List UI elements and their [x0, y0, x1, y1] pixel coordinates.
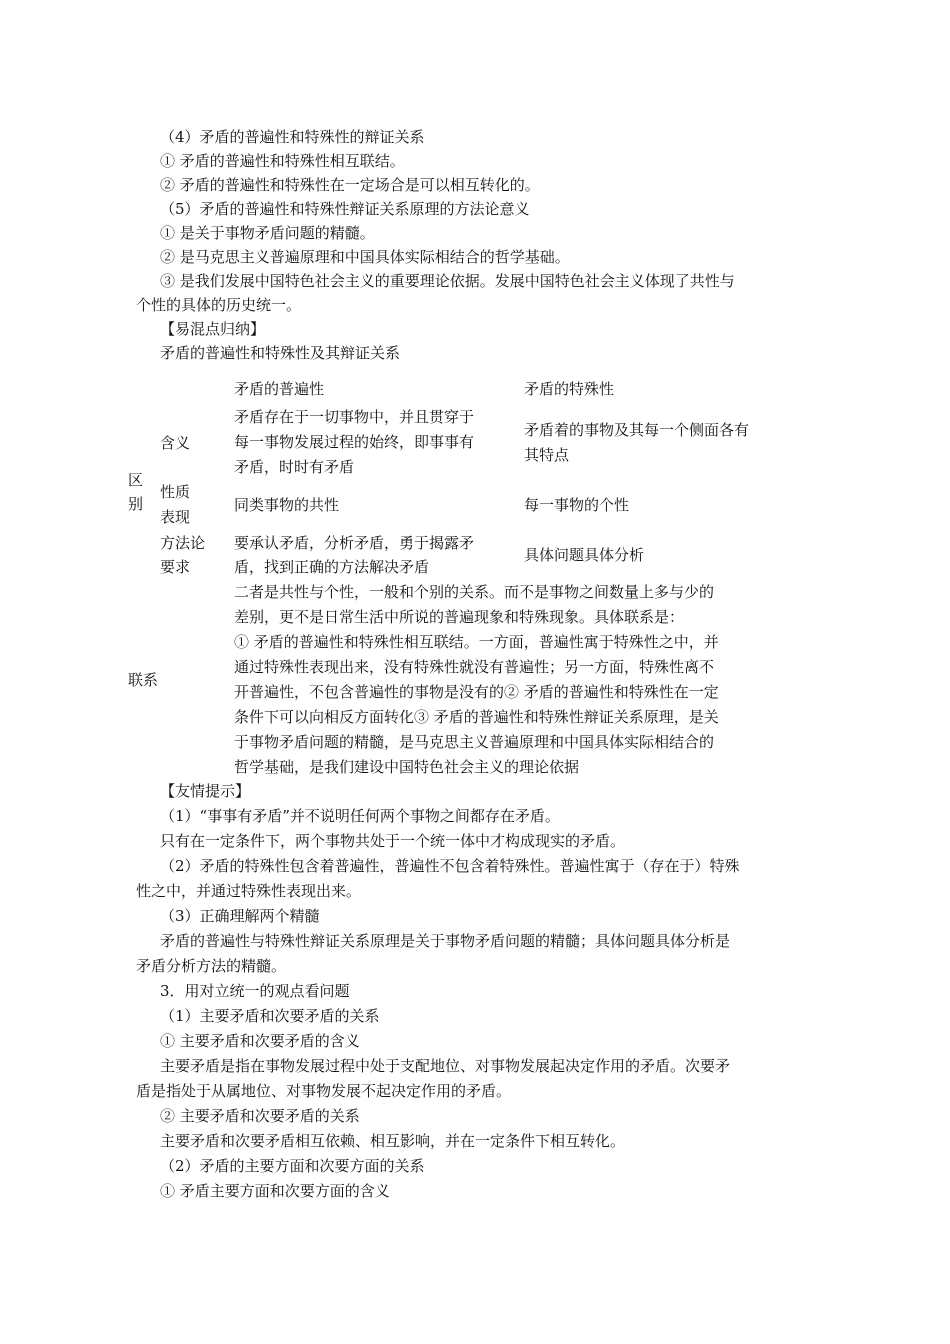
section-heading: 【友情提示】 [160, 782, 251, 800]
row-label: 表现 [160, 508, 191, 526]
connection-text: 差别，更不是日常生活中所说的普遍现象和特殊现象。具体联系是： [234, 608, 685, 626]
text-line: （5）矛盾的普遍性和特殊性辩证关系原理的方法论意义 [160, 200, 530, 218]
text-line: （1）“事事有矛盾”并不说明任何两个事物之间都存在矛盾。 [160, 807, 560, 825]
connection-text: 条件下可以向相反方面转化③ 矛盾的普遍性和特殊性辩证关系原理，是关 [234, 708, 719, 726]
text-line: （2）矛盾的特殊性包含着普遍性，普遍性不包含着特殊性。普遍性寓于（存在于）特殊 [160, 857, 740, 875]
table-caption: 矛盾的普遍性和特殊性及其辩证关系 [160, 344, 401, 362]
text-line: ② 主要矛盾和次要矛盾的关系 [160, 1107, 360, 1125]
text-line: ① 矛盾主要方面和次要方面的含义 [160, 1182, 390, 1200]
column-header-particular: 矛盾的特殊性 [524, 380, 615, 398]
table-cell: 每一事物的个性 [524, 496, 630, 514]
connection-text: 通过特殊性表现出来，没有特殊性就没有普遍性；另一方面，特殊性离不 [234, 658, 715, 676]
table-cell: 盾，找到正确的方法解决矛盾 [234, 558, 430, 576]
column-header-universal: 矛盾的普遍性 [234, 380, 325, 398]
table-cell: 每一事物发展过程的始终，即事事有 [234, 433, 475, 451]
text-line: ② 是马克思主义普遍原理和中国具体实际相结合的哲学基础。 [160, 248, 570, 266]
text-line: （3）正确理解两个精髓 [160, 907, 320, 925]
text-line: （2）矛盾的主要方面和次要方面的关系 [160, 1157, 425, 1175]
row-label: 方法论 [160, 534, 206, 552]
text-line: ③ 是我们发展中国特色社会主义的重要理论依据。发展中国特色社会主义体现了共性与 [160, 272, 735, 290]
text-line: ① 是关于事物矛盾问题的精髓。 [160, 224, 375, 242]
text-line: 个性的具体的历史统一。 [136, 296, 302, 314]
table-cell: 具体问题具体分析 [524, 546, 645, 564]
connection-text: ① 矛盾的普遍性和特殊性相互联结。一方面，普遍性寓于特殊性之中，并 [234, 633, 719, 651]
table-cell: 矛盾着的事物及其每一个侧面各有 [524, 421, 750, 439]
connection-text: 开普遍性，不包含普遍性的事物是没有的② 矛盾的普遍性和特殊性在一定 [234, 683, 719, 701]
text-line: 矛盾分析方法的精髓。 [136, 957, 287, 975]
text-line: ① 主要矛盾和次要矛盾的含义 [160, 1032, 360, 1050]
table-cell: 矛盾存在于一切事物中，并且贯穿于 [234, 408, 475, 426]
text-line: 性之中，并通过特殊性表现出来。 [136, 882, 362, 900]
text-line: 3．用对立统一的观点看问题 [160, 982, 350, 1000]
text-line: 主要矛盾是指在事物发展过程中处于支配地位、对事物发展起决定作用的矛盾。次要矛 [160, 1057, 731, 1075]
text-line: 矛盾的普遍性与特殊性辩证关系原理是关于事物矛盾问题的精髓；具体问题具体分析是 [160, 932, 731, 950]
connection-label: 联系 [128, 671, 159, 689]
table-cell: 其特点 [524, 446, 570, 464]
row-label: 要求 [160, 558, 191, 576]
connection-text: 于事物矛盾问题的精髓，是马克思主义普遍原理和中国具体实际相结合的 [234, 733, 715, 751]
connection-text: 哲学基础，是我们建设中国特色社会主义的理论依据 [234, 758, 580, 776]
row-label: 含义 [160, 434, 191, 452]
section-heading: 【易混点归纳】 [160, 320, 266, 338]
text-line: 只有在一定条件下，两个事物共处于一个统一体中才构成现实的矛盾。 [160, 832, 626, 850]
text-line: （1）主要矛盾和次要矛盾的关系 [160, 1007, 380, 1025]
text-line: ① 矛盾的普遍性和特殊性相互联结。 [160, 152, 405, 170]
distinction-label: 别 [128, 495, 144, 513]
text-line: 盾是指处于从属地位、对事物发展不起决定作用的矛盾。 [136, 1082, 512, 1100]
table-cell: 同类事物的共性 [234, 496, 340, 514]
distinction-label: 区 [128, 471, 144, 489]
table-cell: 矛盾，时时有矛盾 [234, 458, 355, 476]
text-line: 主要矛盾和次要矛盾相互依赖、相互影响，并在一定条件下相互转化。 [160, 1132, 626, 1150]
row-label: 性质 [160, 483, 191, 501]
connection-text: 二者是共性与个性，一般和个别的关系。而不是事物之间数量上多与少的 [234, 583, 715, 601]
text-line: ② 矛盾的普遍性和特殊性在一定场合是可以相互转化的。 [160, 176, 540, 194]
text-line: （4）矛盾的普遍性和特殊性的辩证关系 [160, 128, 425, 146]
table-cell: 要承认矛盾，分析矛盾，勇于揭露矛 [234, 534, 475, 552]
